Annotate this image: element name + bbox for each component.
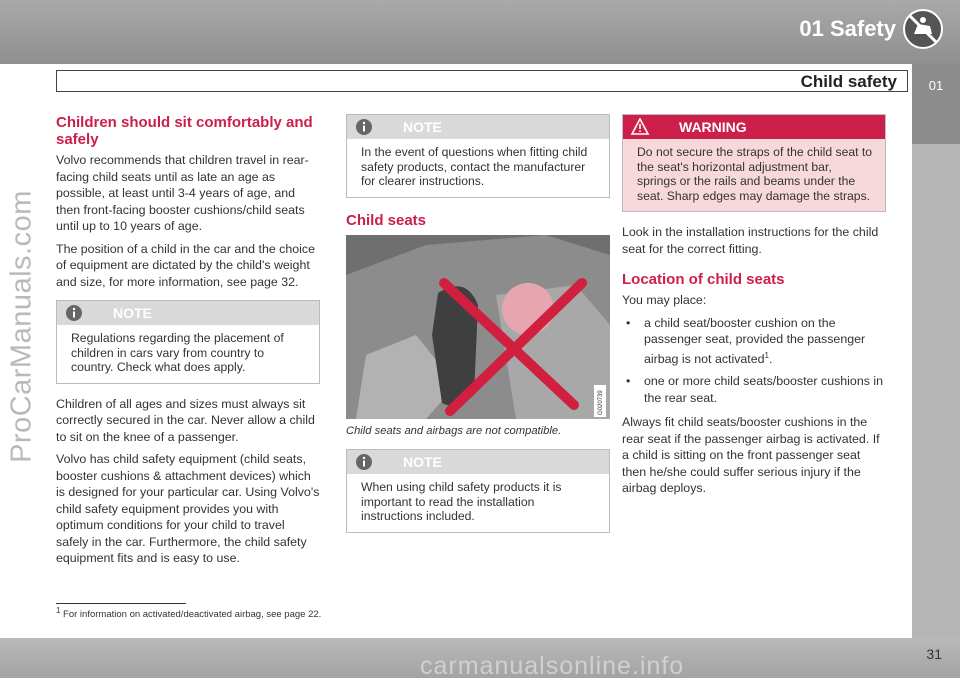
section-title: Child safety bbox=[800, 72, 897, 91]
side-strip bbox=[912, 144, 960, 638]
note-text: When using child safety products it is important to read the installation instructions included. bbox=[361, 480, 562, 523]
chapter-tab bbox=[912, 64, 960, 144]
note-header bbox=[347, 115, 609, 139]
column-1 bbox=[56, 114, 320, 573]
warning-box bbox=[622, 114, 886, 212]
note-header bbox=[57, 301, 319, 325]
note-text: In the event of questions when fitting child safety products, contact the manufacturer for clearer instructions. bbox=[361, 145, 588, 188]
footnote-rule bbox=[56, 603, 186, 604]
page-number: 31 bbox=[926, 646, 942, 662]
column-3 bbox=[622, 114, 886, 503]
section-bar bbox=[56, 70, 908, 92]
warning-label: WARNING bbox=[679, 119, 747, 135]
warning-triangle-icon bbox=[631, 118, 649, 136]
paragraph: Volvo recommends that children travel in rear-facing child seats until as late an age as possible, at least until 3-4 years of age, and then front-facing booster cushions/child seats until up to 10 years of age. bbox=[56, 153, 309, 233]
note-header bbox=[347, 450, 609, 474]
heading-location-child-seats: Location of child seats bbox=[622, 271, 785, 288]
note-box bbox=[346, 449, 610, 533]
heading-sit-comfortably: Children should sit comfortably and safely bbox=[56, 114, 313, 148]
figure-caption: Child seats and airbags are not compatible. bbox=[346, 424, 562, 437]
paragraph: Always fit child seats/booster cushions in the rear seat if the passenger airbag is activated. If a child is sitting on the front passenger seat then he/she could suffer serious injury if the airbag deploys. bbox=[622, 415, 880, 496]
no-child-seat-icon bbox=[902, 8, 944, 50]
warning-text: Do not secure the straps of the child seat to the seat's horizontal adjustment bar, springs or the rails and beams under the seat. Sharp edges may damage the straps. bbox=[623, 139, 885, 211]
info-icon bbox=[355, 453, 373, 471]
child-seat-airbag-illustration bbox=[346, 235, 610, 419]
note-box bbox=[56, 300, 320, 384]
note-text: Regulations regarding the placement of children in cars vary from country to country. Check what does apply. bbox=[71, 331, 284, 374]
paragraph: Look in the installation instructions for the child seat for the correct fitting. bbox=[622, 225, 879, 256]
paragraph: Children of all ages and sizes must always sit correctly secured in the car. Never allow a child to sit on the knee of a passenger. bbox=[56, 396, 315, 444]
info-icon bbox=[355, 118, 373, 136]
figure-code: G020739 bbox=[598, 389, 604, 415]
page-header bbox=[0, 0, 960, 64]
watermark-bottom: carmanualsonline.info bbox=[420, 652, 685, 680]
footnote: $^1$ For information on activated/deactivated airbag, see page 22. bbox=[56, 606, 322, 621]
list-item: • one or more child seats/booster cushions in the rear seat. bbox=[622, 373, 886, 406]
paragraph: The position of a child in the car and the choice of equipment are dictated by the child's weight and size, for more information, see page 32. bbox=[56, 241, 315, 289]
note-label: NOTE bbox=[403, 454, 442, 470]
chapter-title: 01 Safety bbox=[799, 16, 896, 41]
child-seat-airbag-image bbox=[346, 235, 610, 419]
paragraph: You may place: bbox=[622, 293, 707, 307]
note-label: NOTE bbox=[113, 305, 152, 321]
note-label: NOTE bbox=[403, 119, 442, 135]
info-icon bbox=[65, 304, 83, 322]
warning-header bbox=[623, 115, 885, 139]
chapter-tab-label: 01 bbox=[928, 78, 944, 93]
watermark-left: ProCarManuals.com bbox=[5, 190, 38, 463]
note-box bbox=[346, 114, 610, 198]
column-2 bbox=[346, 114, 610, 545]
heading-child-seats: Child seats bbox=[346, 211, 427, 229]
list-item: • a child seat/booster cushion on the passenger seat, provided the passenger airbag is not activated$^1$. bbox=[622, 315, 886, 368]
placement-list bbox=[622, 315, 886, 407]
paragraph: Volvo has child safety equipment (child seats, booster cushions & attachment devices) which is designed for your particular car. Using Volvo's child safety equipment provides you with optimum conditions for your child to travel safely in the car. Furthermore, the child safety equipment fits and is easy to use. bbox=[56, 452, 320, 565]
